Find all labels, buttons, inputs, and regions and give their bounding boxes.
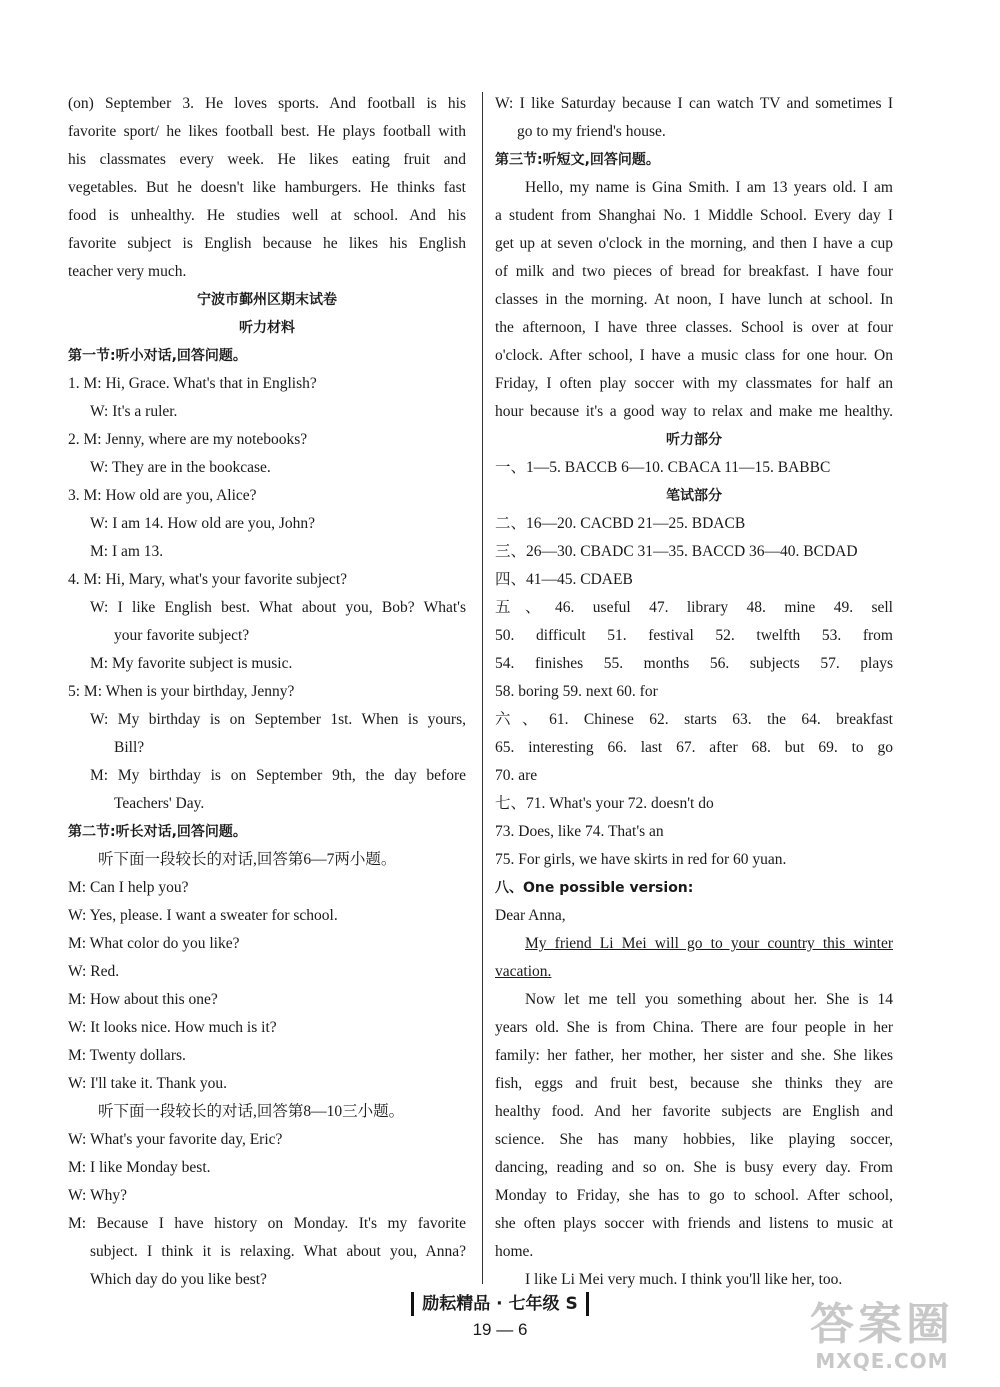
left-text-line: W: I like English best. What about you, Bob? What's xyxy=(90,599,466,616)
right-text-line: 五、46. useful 47. library 48. mine 49. sell xyxy=(495,599,893,616)
right-text-line: years old. She is from China. There are four people in her xyxy=(495,1019,893,1036)
right-text-line: 58. boring 59. next 60. for xyxy=(495,683,658,700)
left-text-line: 听下面一段较长的对话,回答第8—10三小题。 xyxy=(98,1103,405,1120)
right-text-line: the afternoon, I have three classes. School is over at four xyxy=(495,319,893,336)
right-text-line: science. She has many hobbies, like playing soccer, xyxy=(495,1131,893,1148)
left-text-line: W: Why? xyxy=(68,1187,127,1204)
right-text-line: classes in the morning. At noon, I have lunch at school. In xyxy=(495,291,893,308)
left-text-line: favorite sport/ he likes football best. He plays football with xyxy=(68,123,466,140)
right-text-line: family: her father, her mother, her sister and she. She likes xyxy=(495,1047,893,1064)
left-text-line: W: It's a ruler. xyxy=(90,403,178,420)
left-text-line: 4. M: Hi, Mary, what's your favorite subject? xyxy=(68,571,347,588)
left-text-line: W: I am 14. How old are you, John? xyxy=(90,515,315,532)
right-text-line: 三、26—30. CBADC 31—35. BACCD 36—40. BCDAD xyxy=(495,543,858,560)
left-text-line: M: What color do you like? xyxy=(68,935,240,952)
watermark xyxy=(782,1301,982,1373)
right-text-line: 65. interesting 66. last 67. after 68. but 69. to go xyxy=(495,739,893,756)
right-text-line: 一、1—5. BACCB 6—10. CBACA 11—15. BABBC xyxy=(495,459,831,476)
left-column xyxy=(68,90,466,1294)
left-text-line: M: Twenty dollars. xyxy=(68,1047,186,1064)
left-text-line: 1. M: Hi, Grace. What's that in English? xyxy=(68,375,317,392)
right-text-line: home. xyxy=(495,1243,534,1260)
left-text-line: 第二节:听长对话,回答问题。 xyxy=(68,824,247,840)
right-text-line: My friend Li Mei will go to your country this winter xyxy=(525,935,893,952)
right-text-line: fish, eggs and fruit best, because she thinks they are xyxy=(495,1075,893,1092)
right-text-line: 八、One possible version: xyxy=(495,880,694,896)
right-text-line: W: I like Saturday because I can watch TV and sometimes I xyxy=(495,95,893,112)
right-text-line: of milk and two pieces of bread for breakfast. I have four xyxy=(495,263,893,280)
right-text-line: Friday, I often play soccer with my classmates for half an xyxy=(495,375,893,392)
right-text-line: hour because it's a good way to relax and make me healthy. xyxy=(495,403,893,420)
left-text-line: 2. M: Jenny, where are my notebooks? xyxy=(68,431,308,448)
left-text-line: W: I'll take it. Thank you. xyxy=(68,1075,228,1092)
right-text-line: 50. difficult 51. festival 52. twelfth 53. from xyxy=(495,627,893,644)
right-text-line: Dear Anna, xyxy=(495,907,566,924)
right-text-line: 四、41—45. CDAEB xyxy=(495,571,633,588)
right-text-line: vacation. xyxy=(495,963,552,980)
left-text-line: 宁波市鄞州区期末试卷 xyxy=(197,292,337,308)
left-text-line: your favorite subject? xyxy=(114,627,250,644)
left-text-line: teacher very much. xyxy=(68,263,187,280)
left-text-line: his classmates every week. He likes eating fruit and xyxy=(68,151,466,168)
left-text-line: 3. M: How old are you, Alice? xyxy=(68,487,257,504)
left-text-line: M: Because I have history on Monday. It's my favorite xyxy=(68,1215,466,1232)
left-text-line: W: It looks nice. How much is it? xyxy=(68,1019,277,1036)
left-text-line: 5: M: When is your birthday, Jenny? xyxy=(68,683,295,700)
left-text-line: subject. I think it is relaxing. What about you, Anna? xyxy=(90,1243,466,1260)
right-text-line: 第三节:听短文,回答问题。 xyxy=(495,152,660,168)
right-text-line: Now let me tell you something about her. She is 14 xyxy=(525,991,893,1008)
left-text-line: M: My favorite subject is music. xyxy=(90,655,293,672)
right-text-line: a student from Shanghai No. 1 Middle School. Every day I xyxy=(495,207,893,224)
right-text-line: 73. Does, like 74. That's an xyxy=(495,823,664,840)
left-text-line: M: How about this one? xyxy=(68,991,218,1008)
right-text-line: Hello, my name is Gina Smith. I am 13 years old. I am xyxy=(525,179,893,196)
left-text-line: Bill? xyxy=(114,739,145,756)
watermark-logo-text: 答案圈 xyxy=(810,1299,954,1350)
right-text-line: 70. are xyxy=(495,767,538,784)
left-text-line: W: My birthday is on September 1st. When is yours, xyxy=(90,711,466,728)
right-text-line: dancing, reading and so on. She is busy every day. From xyxy=(495,1159,893,1176)
right-text-line: 笔试部分 xyxy=(666,488,722,504)
right-text-line: 六、61. Chinese 62. starts 63. the 64. breakfast xyxy=(495,711,893,728)
left-text-line: 听下面一段较长的对话,回答第6—7两小题。 xyxy=(98,851,397,868)
watermark-url: MXQE.COM xyxy=(815,1349,949,1373)
right-text-line: o'clock. After school, I have a music class for one hour. On xyxy=(495,347,893,364)
right-text-line: healthy food. And her favorite subjects are English and xyxy=(495,1103,893,1120)
left-text-line: Teachers' Day. xyxy=(114,795,205,812)
left-text-line: M: My birthday is on September 9th, the day before xyxy=(90,767,466,784)
right-text-line: 七、71. What's your 72. doesn't do xyxy=(495,795,714,812)
left-text-line: favorite subject is English because he likes his English xyxy=(68,235,466,252)
right-text-line: 75. For girls, we have skirts in red for 60 yuan. xyxy=(495,851,787,868)
right-text-line: I like Li Mei very much. I think you'll like her, too. xyxy=(525,1271,843,1288)
left-text-line: 听力材料 xyxy=(239,320,295,336)
left-text-line: M: I like Monday best. xyxy=(68,1159,211,1176)
right-text-line: 54. finishes 55. months 56. subjects 57. plays xyxy=(495,655,893,672)
left-text-line: W: Red. xyxy=(68,963,120,980)
right-text-line: 二、16—20. CACBD 21—25. BDACB xyxy=(495,515,746,532)
left-text-line: W: What's your favorite day, Eric? xyxy=(68,1131,283,1148)
left-text-line: Which day do you like best? xyxy=(90,1271,267,1288)
left-text-line: vegetables. But he doesn't like hamburgers. He thinks fast xyxy=(68,179,466,196)
right-column xyxy=(495,90,893,1294)
book-series-badge: 励耘精品 · 七年级 S xyxy=(411,1292,588,1316)
right-text-line: she often plays soccer with friends and listens to music at xyxy=(495,1215,893,1232)
right-text-line: go to my friend's house. xyxy=(517,123,666,140)
left-text-line: M: Can I help you? xyxy=(68,879,189,896)
left-text-line: (on) September 3. He loves sports. And football is his xyxy=(68,95,466,112)
left-text-line: food is unhealthy. He studies well at school. And his xyxy=(68,207,466,224)
left-text-line: W: Yes, please. I want a sweater for school. xyxy=(68,907,338,924)
page-number: 19 — 6 xyxy=(472,1320,528,1339)
column-divider xyxy=(482,92,483,1284)
right-text-line: get up at seven o'clock in the morning, and then I have a cup xyxy=(495,235,893,252)
right-text-line: Monday to Friday, she has to go to school. After school, xyxy=(495,1187,893,1204)
left-text-line: M: I am 13. xyxy=(90,543,164,560)
left-text-line: 第一节:听小对话,回答问题。 xyxy=(68,348,247,364)
left-text-line: W: They are in the bookcase. xyxy=(90,459,271,476)
right-text-line: 听力部分 xyxy=(666,432,722,448)
